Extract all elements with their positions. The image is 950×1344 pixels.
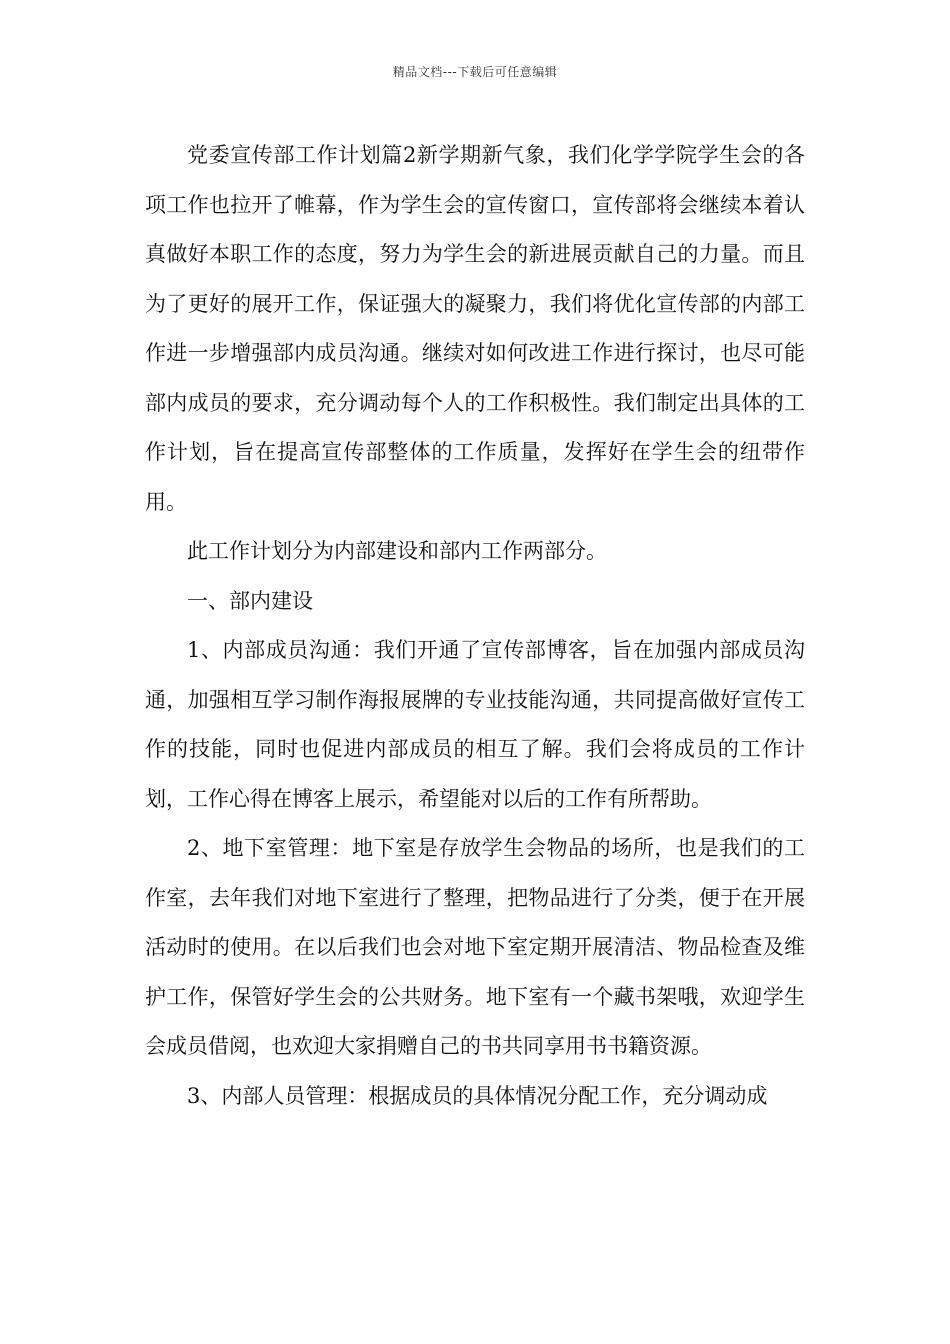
paragraph-staff-management: 3、内部人员管理：根据成员的具体情况分配工作，充分调动成: [187, 1083, 768, 1108]
paragraph-plan-scope: 此工作计划分为内部建设和部内工作两部分。: [187, 539, 607, 563]
paragraph-member-communication: 1、内部成员沟通：我们开通了宣传部博客，旨在加强内部成员沟通，加强相互学习制作海报展牌的专业技能沟通，共同提高做好宣传工作的技能，同时也促进内部成员的相互了解。我们会将成员的工作计划，工作心得在博客上展示，希望能对以后的工作有所帮助。: [145, 638, 805, 811]
paragraph-intro: 党委宣传部工作计划篇2新学期新气象，我们化学学院学生会的各项工作也拉开了帷幕，作为学生会的宣传窗口，宣传部将会继续本着认真做好本职工作的态度，努力为学生会的新进展贡献自己的力量。而且为了更好的展开工作，保证强大的凝聚力，我们将优化宣传部的内部工作进一步增强部内成员沟通。继续对如何改进工作进行探讨，也尽可能部内成员的要求，充分调动每个人的工作积极性。我们制定出具体的工作计划，旨在提高宣传部整体的工作质量，发挥好在学生会的纽带作用。: [145, 143, 805, 514]
document-body: [145, 131, 805, 1121]
section-heading-internal-construction: 一、部内建设: [187, 588, 313, 613]
page-header: 精品文档---下载后可任意编辑: [392, 65, 558, 79]
paragraph-basement-management: 2、地下室管理：地下室是存放学生会物品的场所，也是我们的工作室，去年我们对地下室进行了整理，把物品进行了分类，便于在开展活动时的使用。在以后我们也会对地下室定期开展清洁、物品检查及维护工作，保管好学生会的公共财务。地下室有一个藏书架哦，欢迎学生会成员借阅，也欢迎大家捐赠自己的书共同享用书书籍资源。: [145, 836, 805, 1058]
